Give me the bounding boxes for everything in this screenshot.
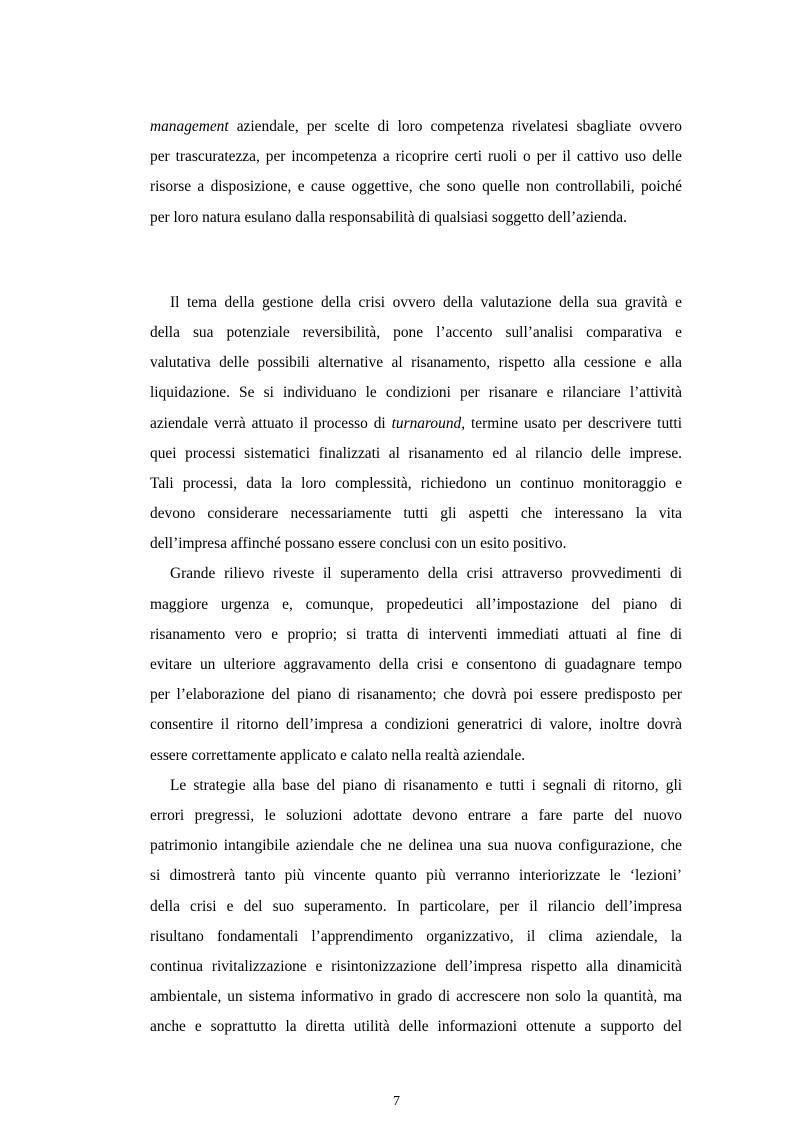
text-line: Grande rilievo riveste il superamento della crisi attraverso provvedimenti di (170, 565, 682, 583)
text-line: per l’elaborazione del piano di risanamento; che dovrà poi essere predisposto per (150, 686, 682, 704)
text-line: per loro natura esulano dalla responsabilità di qualsiasi soggetto dell’azienda. (150, 208, 627, 226)
text-line: della sua potenziale reversibilità, pone l’accento sull’analisi comparativa e (150, 323, 682, 341)
text-line: risanamento vero e proprio; si tratta di interventi immediati attuati al fine di (150, 625, 682, 643)
text-line: management aziendale, per scelte di loro competenza rivelatesi sbagliate ovvero (150, 118, 682, 135)
text-line: essere correttamente applicato e calato nella realtà aziendale. (150, 746, 526, 764)
text-line: devono considerare necessariamente tutti gli aspetti che interessano la vita (150, 505, 682, 523)
text-line: continua rivitalizzazione e risintonizzazione dell’impresa rispetto alla dinamicità (150, 957, 682, 975)
document-body (150, 112, 682, 1042)
italic-term: turnaround (391, 414, 462, 432)
text-line: risorse a disposizione, e cause oggettive, che sono quelle non controllabili, poiché (150, 178, 682, 196)
text-line: della crisi e del suo superamento. In particolare, per il rilancio dell’impresa (150, 897, 682, 915)
paragraph-2 (150, 288, 682, 560)
text-line: risultano fondamentali l’apprendimento organizzativo, il clima aziendale, la (150, 927, 682, 945)
text-line: dell’impresa affinché possano essere conclusi con un esito positivo. (150, 535, 567, 553)
text-line: aziendale verrà attuato il processo di turnaround, termine usato per descrivere tutti (150, 414, 682, 432)
paragraph-gap (150, 233, 682, 288)
text-line: Il tema della gestione della crisi ovvero della valutazione della sua gravità e (170, 293, 682, 311)
text-line: quei processi sistematici finalizzati al risanamento ed al rilancio delle imprese. (150, 444, 682, 462)
text-line: Le strategie alla base del piano di risanamento e tutti i segnali di ritorno, gli (170, 776, 682, 794)
text-line: ambientale, un sistema informativo in grado di accrescere non solo la quantità, ma (150, 988, 682, 1006)
text-line: consentire il ritorno dell’impresa a condizioni generatrici di valore, inoltre dovrà (150, 716, 682, 734)
page-number: 7 (393, 1094, 400, 1109)
italic-term: management (150, 118, 229, 135)
text-line: maggiore urgenza e, comunque, propedeutici all’impostazione del piano di (150, 595, 682, 613)
text-line: si dimostrerà tanto più vincente quanto più verranno interiorizzate le ‘lezioni’ (150, 867, 682, 885)
text-line: Tali processi, data la loro complessità, richiedono un continuo monitoraggio e (150, 474, 682, 492)
text-line: patrimonio intangibile aziendale che ne delinea una sua nuova configurazione, che (150, 837, 682, 855)
text-line: evitare un ulteriore aggravamento della crisi e consentono di guadagnare tempo (150, 656, 682, 673)
paragraph-1 (150, 112, 682, 233)
paragraph-3 (150, 559, 682, 770)
paragraph-4 (150, 771, 682, 1043)
text-line: liquidazione. Se si individuano le condizioni per risanare e rilanciare l’attività (150, 384, 682, 402)
text-line: errori pregressi, le soluzioni adottate devono entrare a fare parte del nuovo (150, 806, 682, 824)
text-line: anche e soprattutto la diretta utilità delle informazioni ottenute a supporto del (150, 1018, 682, 1036)
text-line: valutativa delle possibili alternative al risanamento, rispetto alla cessione e alla (150, 354, 682, 372)
text-line: per trascuratezza, per incompetenza a ricoprire certi ruoli o per il cattivo uso delle (150, 148, 682, 166)
